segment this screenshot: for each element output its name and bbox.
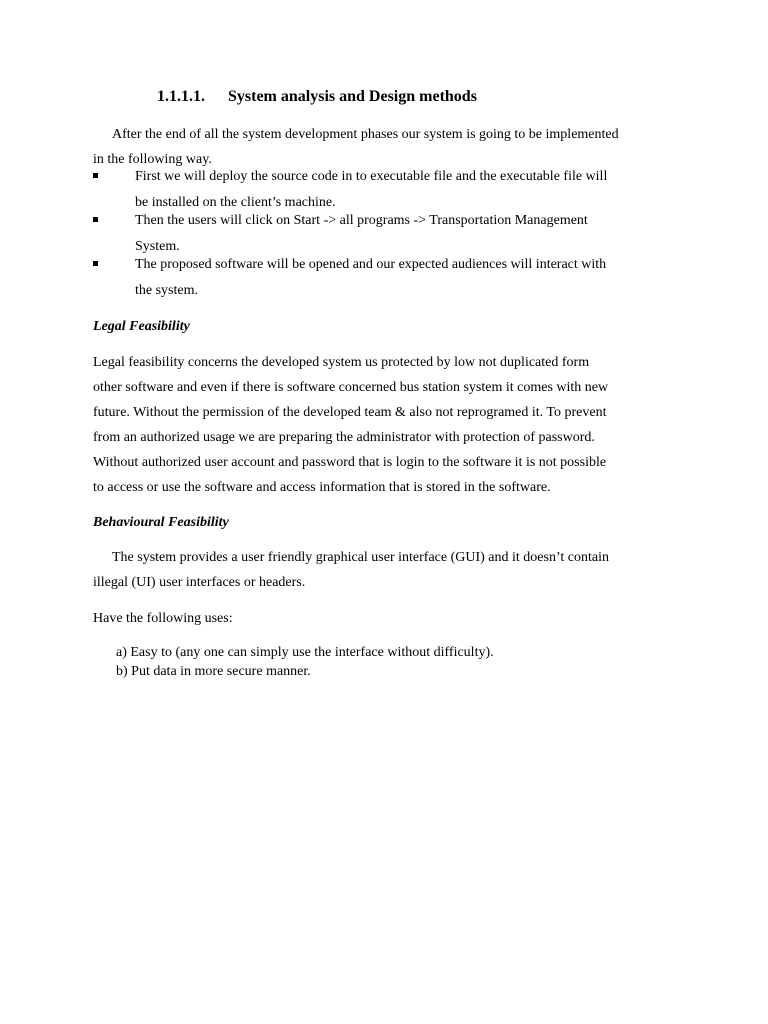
bullet-line: the system. bbox=[135, 283, 198, 298]
bullet-marker bbox=[93, 217, 98, 222]
behavioural-line: The system provides a user friendly graphical user interface (GUI) and it doesn’t contain bbox=[112, 550, 609, 565]
section-title: System analysis and Design methods bbox=[228, 88, 477, 105]
legal-line: to access or use the software and access information that is stored in the software. bbox=[93, 480, 551, 495]
bullet-marker bbox=[93, 173, 98, 178]
bullet-text bbox=[135, 252, 606, 304]
section-heading bbox=[157, 88, 477, 106]
section-number: 1.1.1.1. bbox=[157, 88, 205, 105]
behavioural-paragraph bbox=[93, 545, 673, 595]
uses-list bbox=[116, 643, 494, 681]
legal-line: other software and even if there is software concerned bus station system it comes with new bbox=[93, 380, 609, 395]
uses-intro: Have the following uses: bbox=[93, 611, 233, 626]
intro-line: After the end of all the system development phases our system is going to be implemented bbox=[112, 127, 619, 142]
list-item: a) Easy to (any one can simply use the interface without difficulty). bbox=[116, 645, 494, 660]
legal-paragraph bbox=[93, 350, 673, 500]
bullet-line: First we will deploy the source code in to executable file and the executable file will bbox=[135, 169, 608, 184]
list-item: b) Put data in more secure manner. bbox=[116, 664, 311, 679]
behavioural-feasibility-heading: Behavioural Feasibility bbox=[93, 515, 229, 530]
bullet-line: System. bbox=[135, 239, 180, 254]
legal-line: Legal feasibility concerns the developed system us protected by low not duplicated form bbox=[93, 355, 590, 370]
bullet-line: The proposed software will be opened and our expected audiences will interact with bbox=[135, 257, 607, 272]
bullet-line: be installed on the client’s machine. bbox=[135, 195, 336, 210]
behavioural-line: illegal (UI) user interfaces or headers. bbox=[93, 575, 306, 590]
legal-line: Without authorized user account and password that is login to the software it is not possible bbox=[93, 455, 607, 470]
bullet-marker bbox=[93, 261, 98, 266]
intro-line: in the following way. bbox=[93, 152, 212, 167]
legal-feasibility-heading: Legal Feasibility bbox=[93, 319, 190, 334]
bullet-line: Then the users will click on Start -> all programs -> Transportation Management bbox=[135, 213, 588, 228]
legal-line: future. Without the permission of the developed team & also not reprogramed it. To prevent bbox=[93, 405, 607, 420]
legal-line: from an authorized usage we are preparing the administrator with protection of password. bbox=[93, 430, 595, 445]
